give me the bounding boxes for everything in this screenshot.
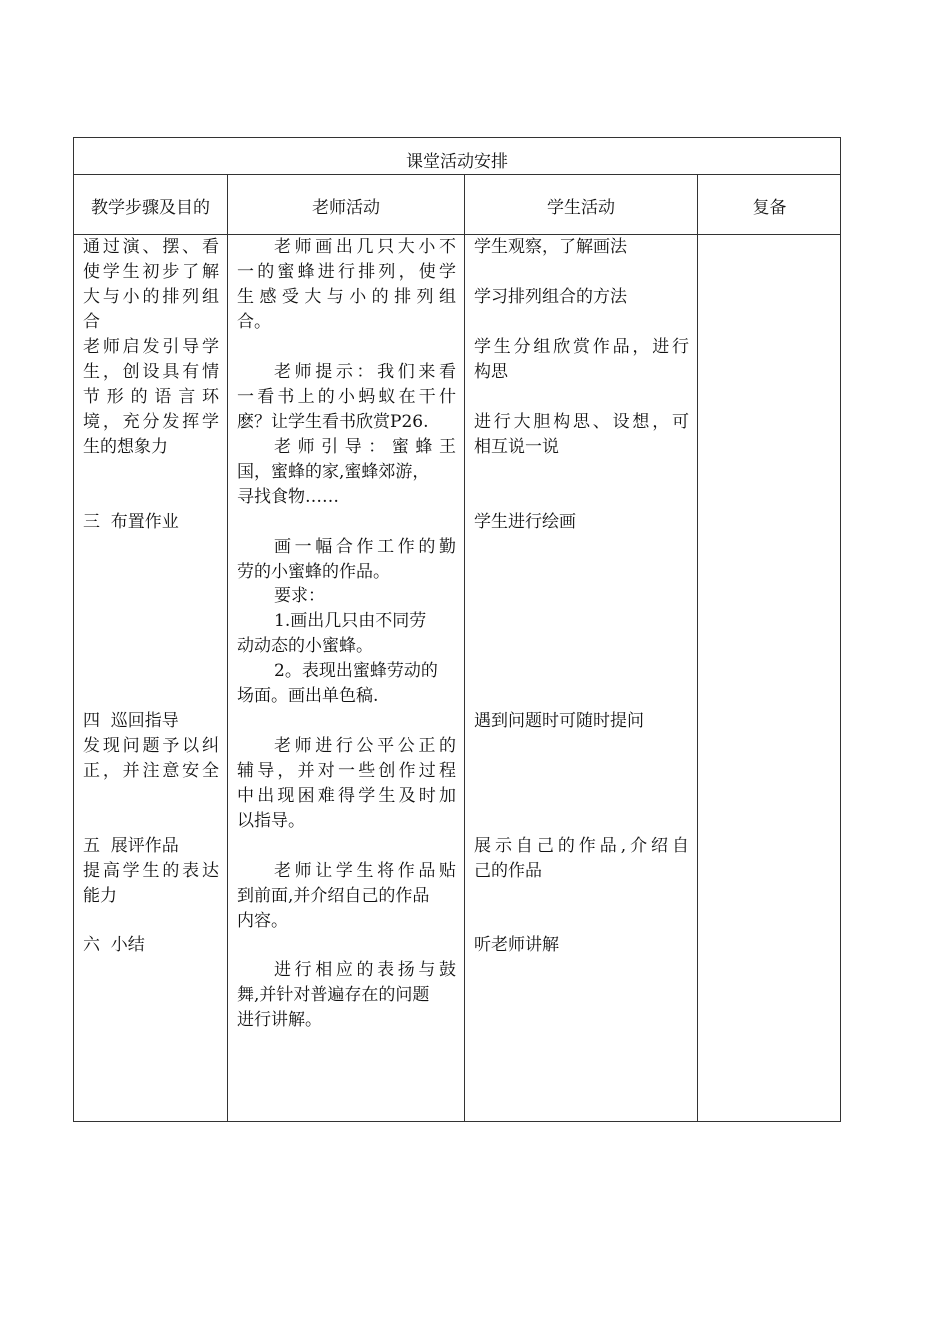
teacher-line: 生感受大与小的排列组 (237, 287, 456, 307)
teacher-line: 寻找食物…… (237, 487, 339, 507)
column-divider (697, 174, 698, 1121)
teacher-line: 进行相应的表扬与鼓 (274, 960, 456, 980)
step-line: 合 (83, 312, 100, 332)
teacher-line: 老师进行公平公正的 (274, 736, 456, 756)
student-line: 己的作品 (474, 861, 542, 881)
step-line: 能力 (83, 886, 117, 906)
lesson-activity-table (73, 137, 841, 1122)
teacher-line: 画一幅合作工作的勤 (274, 537, 456, 557)
student-line: 展示自己的作品,介绍自 (474, 836, 689, 856)
step-line: 老师启发引导学 (83, 337, 219, 357)
header-teacher: 老师活动 (312, 198, 380, 218)
teacher-line: 辅导，并对一些创作过程 (237, 761, 456, 781)
teacher-line: 老师让学生将作品贴 (274, 861, 456, 881)
student-line: 遇到问题时可随时提问 (474, 711, 644, 731)
teacher-line: 要求： (274, 586, 325, 606)
teacher-line: 到前面,并介绍自己的作品 (237, 886, 430, 906)
step-heading: 四 巡回指导 (83, 711, 179, 731)
header-student: 学生活动 (547, 198, 615, 218)
teacher-line: 一的蜜蜂进行排列，使学 (237, 262, 456, 282)
step-line: 境，充分发挥学 (83, 412, 219, 432)
teacher-line: 1.画出几只由不同劳 (274, 611, 427, 631)
teacher-line: 进行讲解。 (237, 1010, 322, 1030)
step-line: 通过演、摆、看 (83, 237, 219, 257)
step-heading: 三 布置作业 (83, 512, 179, 532)
table-title: 课堂活动安排 (406, 152, 508, 172)
step-line: 大与小的排列组 (83, 287, 219, 307)
teacher-line: 老师提示：我们来看 (274, 362, 456, 382)
header-review: 复备 (752, 198, 787, 218)
row-divider (74, 174, 840, 175)
teacher-line: 舞,并针对普遍存在的问题 (237, 985, 430, 1005)
teacher-line: 国，蜜蜂的家,蜜蜂郊游， (237, 462, 430, 482)
teacher-line: 一看书上的小蚂蚁在干什 (237, 387, 456, 407)
header-steps: 教学步骤及目的 (91, 198, 210, 218)
column-divider (464, 174, 465, 1121)
teacher-line: 老师画出几只大小不 (274, 237, 456, 257)
teacher-line: 麽？让学生看书欣赏P26. (237, 412, 429, 432)
student-line: 学生进行绘画 (474, 512, 576, 532)
teacher-line: 2。表现出蜜蜂劳动的 (274, 661, 438, 681)
student-line: 相互说一说 (474, 437, 559, 457)
teacher-line: 老师引导：蜜蜂王 (274, 437, 456, 457)
teacher-line: 中出现困难得学生及时加 (237, 786, 456, 806)
step-line: 生的想象力 (83, 437, 168, 457)
student-line: 学生观察，了解画法 (474, 237, 627, 257)
student-line: 进行大胆构思、设想，可 (474, 412, 689, 432)
column-divider (227, 174, 228, 1121)
teacher-line: 劳的小蜜蜂的作品。 (237, 562, 390, 582)
student-line: 学习排列组合的方法 (474, 287, 627, 307)
step-line: 生，创设具有情 (83, 362, 219, 382)
teacher-line: 内容。 (237, 911, 288, 931)
student-line: 听老师讲解 (474, 935, 559, 955)
step-line: 提高学生的表达 (83, 861, 219, 881)
step-line: 正，并注意安全 (83, 761, 219, 781)
student-line: 学生分组欣赏作品，进行 (474, 337, 689, 357)
teacher-line: 合。 (237, 312, 271, 332)
teacher-line: 以指导。 (237, 811, 305, 831)
student-line: 构思 (474, 362, 508, 382)
step-line: 发现问题予以纠 (83, 736, 219, 756)
teacher-line: 动动态的小蜜蜂。 (237, 636, 373, 656)
step-line: 使学生初步了解 (83, 262, 219, 282)
step-heading: 六 小结 (83, 935, 145, 955)
teacher-line: 场面。画出单色稿. (237, 686, 379, 706)
step-heading: 五 展评作品 (83, 836, 179, 856)
step-line: 节形的语言环 (83, 387, 219, 407)
